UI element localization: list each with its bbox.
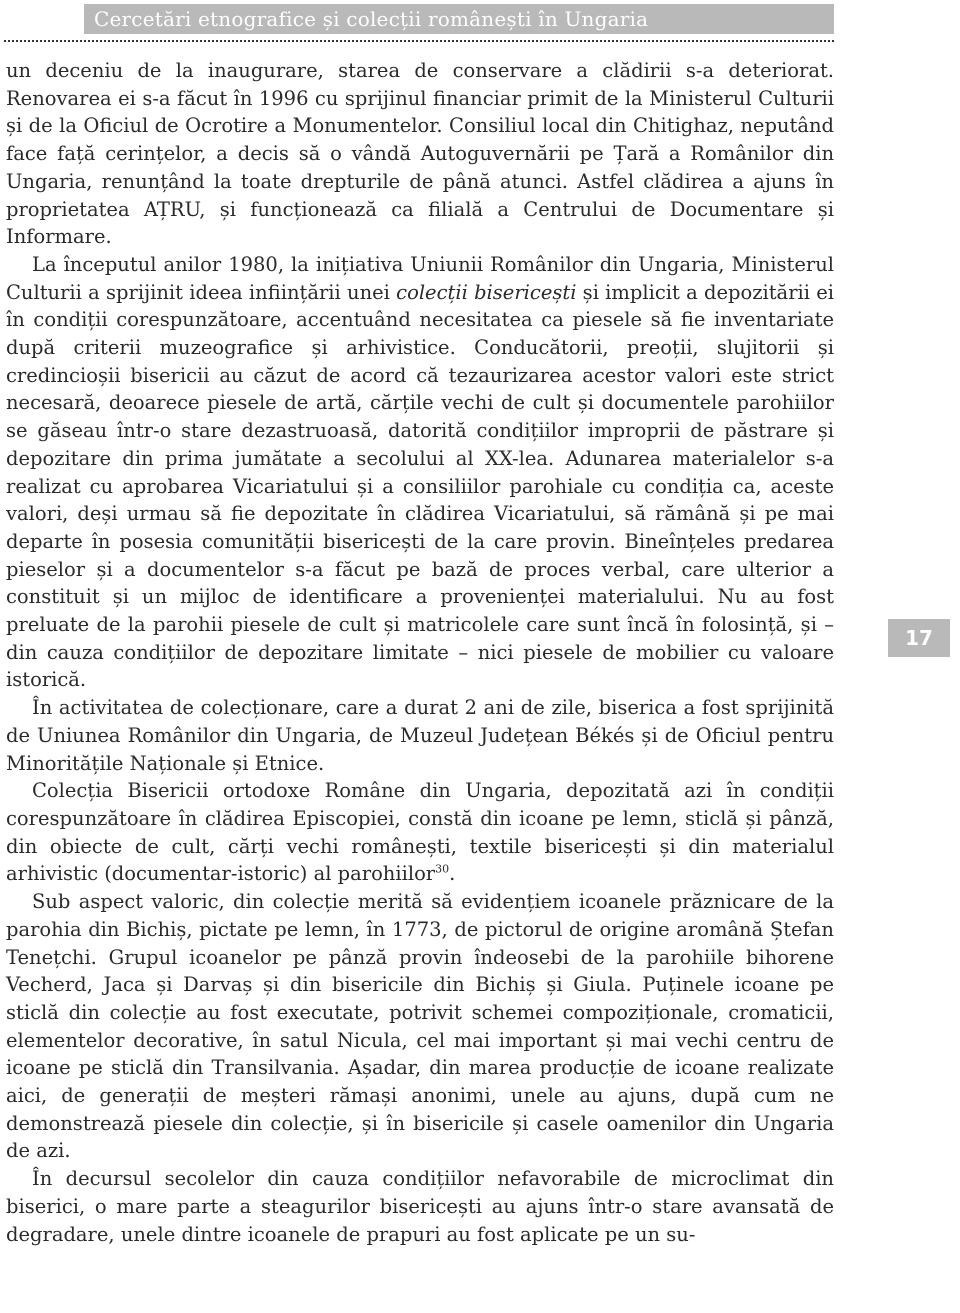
footnote-ref-30[interactable]: 30 bbox=[435, 862, 450, 876]
paragraph-2-text-b: și implicit a depozitării ei în condiții corespunzătoare, accentuând necesitatea ca piesele să fie inventariate după criterii muzeografice și arhivistice. Conducătorii, preoții, slujitorii și credincioșii bisericii au căzut de acord că tezaurizarea acestor valori este strict necesară, deoarece piesele de artă, cărțile vechi de cult și documentele parohiilor se găseau într-o stare dezastruoasă, datorită condițiilor improprii de păstrare și depozitare din prima jumătate a secolului al XX-lea. Adunarea materialelor s-a realizat cu aprobarea Vicariatului și a consiliilor parohiale cu condiția ca, aceste valori, deși urmau să fie depozitate în clădirea Vicariatului, să rămână și pe mai departe în posesia comunității bisericești de la care provin. Bineînțeles predarea pieselor și a documentelor s-a făcut pe bază de proces verbal, care ulterior a constituit și un mijloc de identificare a provenienței materialului. Nu au fost preluate de la parohii piesele de cult și matricolele care sunt încă în folosință, și – din cauza condițiilor de depozitare limitate – nici piesele de mobilier cu valoare istorică. bbox=[6, 280, 835, 692]
paragraph-3: În activitatea de colecționare, care a durat 2 ani de zile, biserica a fost sprijinită de Uniunea Românilor din Ungaria, de Muzeul Județean Békés și de Oficiul pentru Minoritățile Naționale și Etnice. bbox=[6, 696, 834, 775]
paragraph-2 bbox=[6, 251, 834, 694]
paragraph-4-text: Colecția Bisericii ortodoxe Române din Ungaria, depozitată azi în condiții corespunzătoare în clădirea Episcopiei, constă din icoane pe lemn, sticlă și pânză, din obiecte de cult, cărți vechi românești, textile bisericești și din materialul arhivistic (documentar-istoric) al parohiilor bbox=[6, 779, 834, 886]
page-number: 17 bbox=[888, 619, 950, 657]
body-text bbox=[6, 57, 834, 1248]
paragraph-6: În decursul secolelor din cauza condițiilor nefavorabile de microclimat din biserici, o mare parte a steagurilor bisericești au ajuns într-o stare avansată de degradare, unele dintre icoanele de prapuri au fost aplicate pe un su- bbox=[6, 1167, 834, 1246]
running-header bbox=[84, 4, 834, 34]
running-header-title: Cercetări etnografice și colecții românești în Ungaria bbox=[94, 7, 649, 31]
paragraph-2-emphasis: colecții bisericești bbox=[396, 280, 577, 304]
paragraph-5: Sub aspect valoric, din colecție merită să evidențiem icoanele prăznicare de la parohia din Bichiș, pictate pe lemn, în 1773, de pictorul de origine aromână Ștefan Tenețchi. Grupul icoanelor pe pânză provin îndeosebi de la parohiile bihorene Vecherd, Jaca și Darvaș și din bisericile din Bichiș și Giula. Puținele icoane pe sticlă din colecție au fost executate, potrivit schemei compoziționale, cromaticii, elementelor decorative, în satul Nicula, cel mai important și mai vechi centru de icoane pe sticlă din Transilvania. Așadar, din marea producție de icoane realizate aici, de generații de meșteri rămași anonimi, unele au ajuns, după cum ne demonstrează piesele din colecție, și în bisericile și casele oamenilor din Ungaria de azi. bbox=[6, 890, 834, 1163]
paragraph-4 bbox=[6, 777, 834, 888]
paragraph-2-text-a: La începutul anilor 1980, la inițiativa Uniunii Românilor din Ungaria, Ministerul Culturii a sprijinit ideea inființării unei bbox=[6, 252, 834, 304]
header-dotted-rule bbox=[4, 40, 834, 42]
paragraph-1: un deceniu de la inaugurare, starea de conservare a clădirii s-a deteriorat. Renovarea ei s-a făcut în 1996 cu sprijinul financiar primit de la Ministerul Culturii și de la Oficiul de Ocrotire a Monumentelor. Consiliul local din Chitighaz, neputând face față cerințelor, a decis să o vândă Autoguvernării pe Țară a Românilor din Ungaria, renunțând la toate drepturile de până atunci. Astfel clădirea a ajuns în proprietatea AȚRU, și funcționează ca filială a Centrului de Documentare și Informare. bbox=[6, 59, 834, 249]
paragraph-4-end: . bbox=[449, 862, 456, 886]
